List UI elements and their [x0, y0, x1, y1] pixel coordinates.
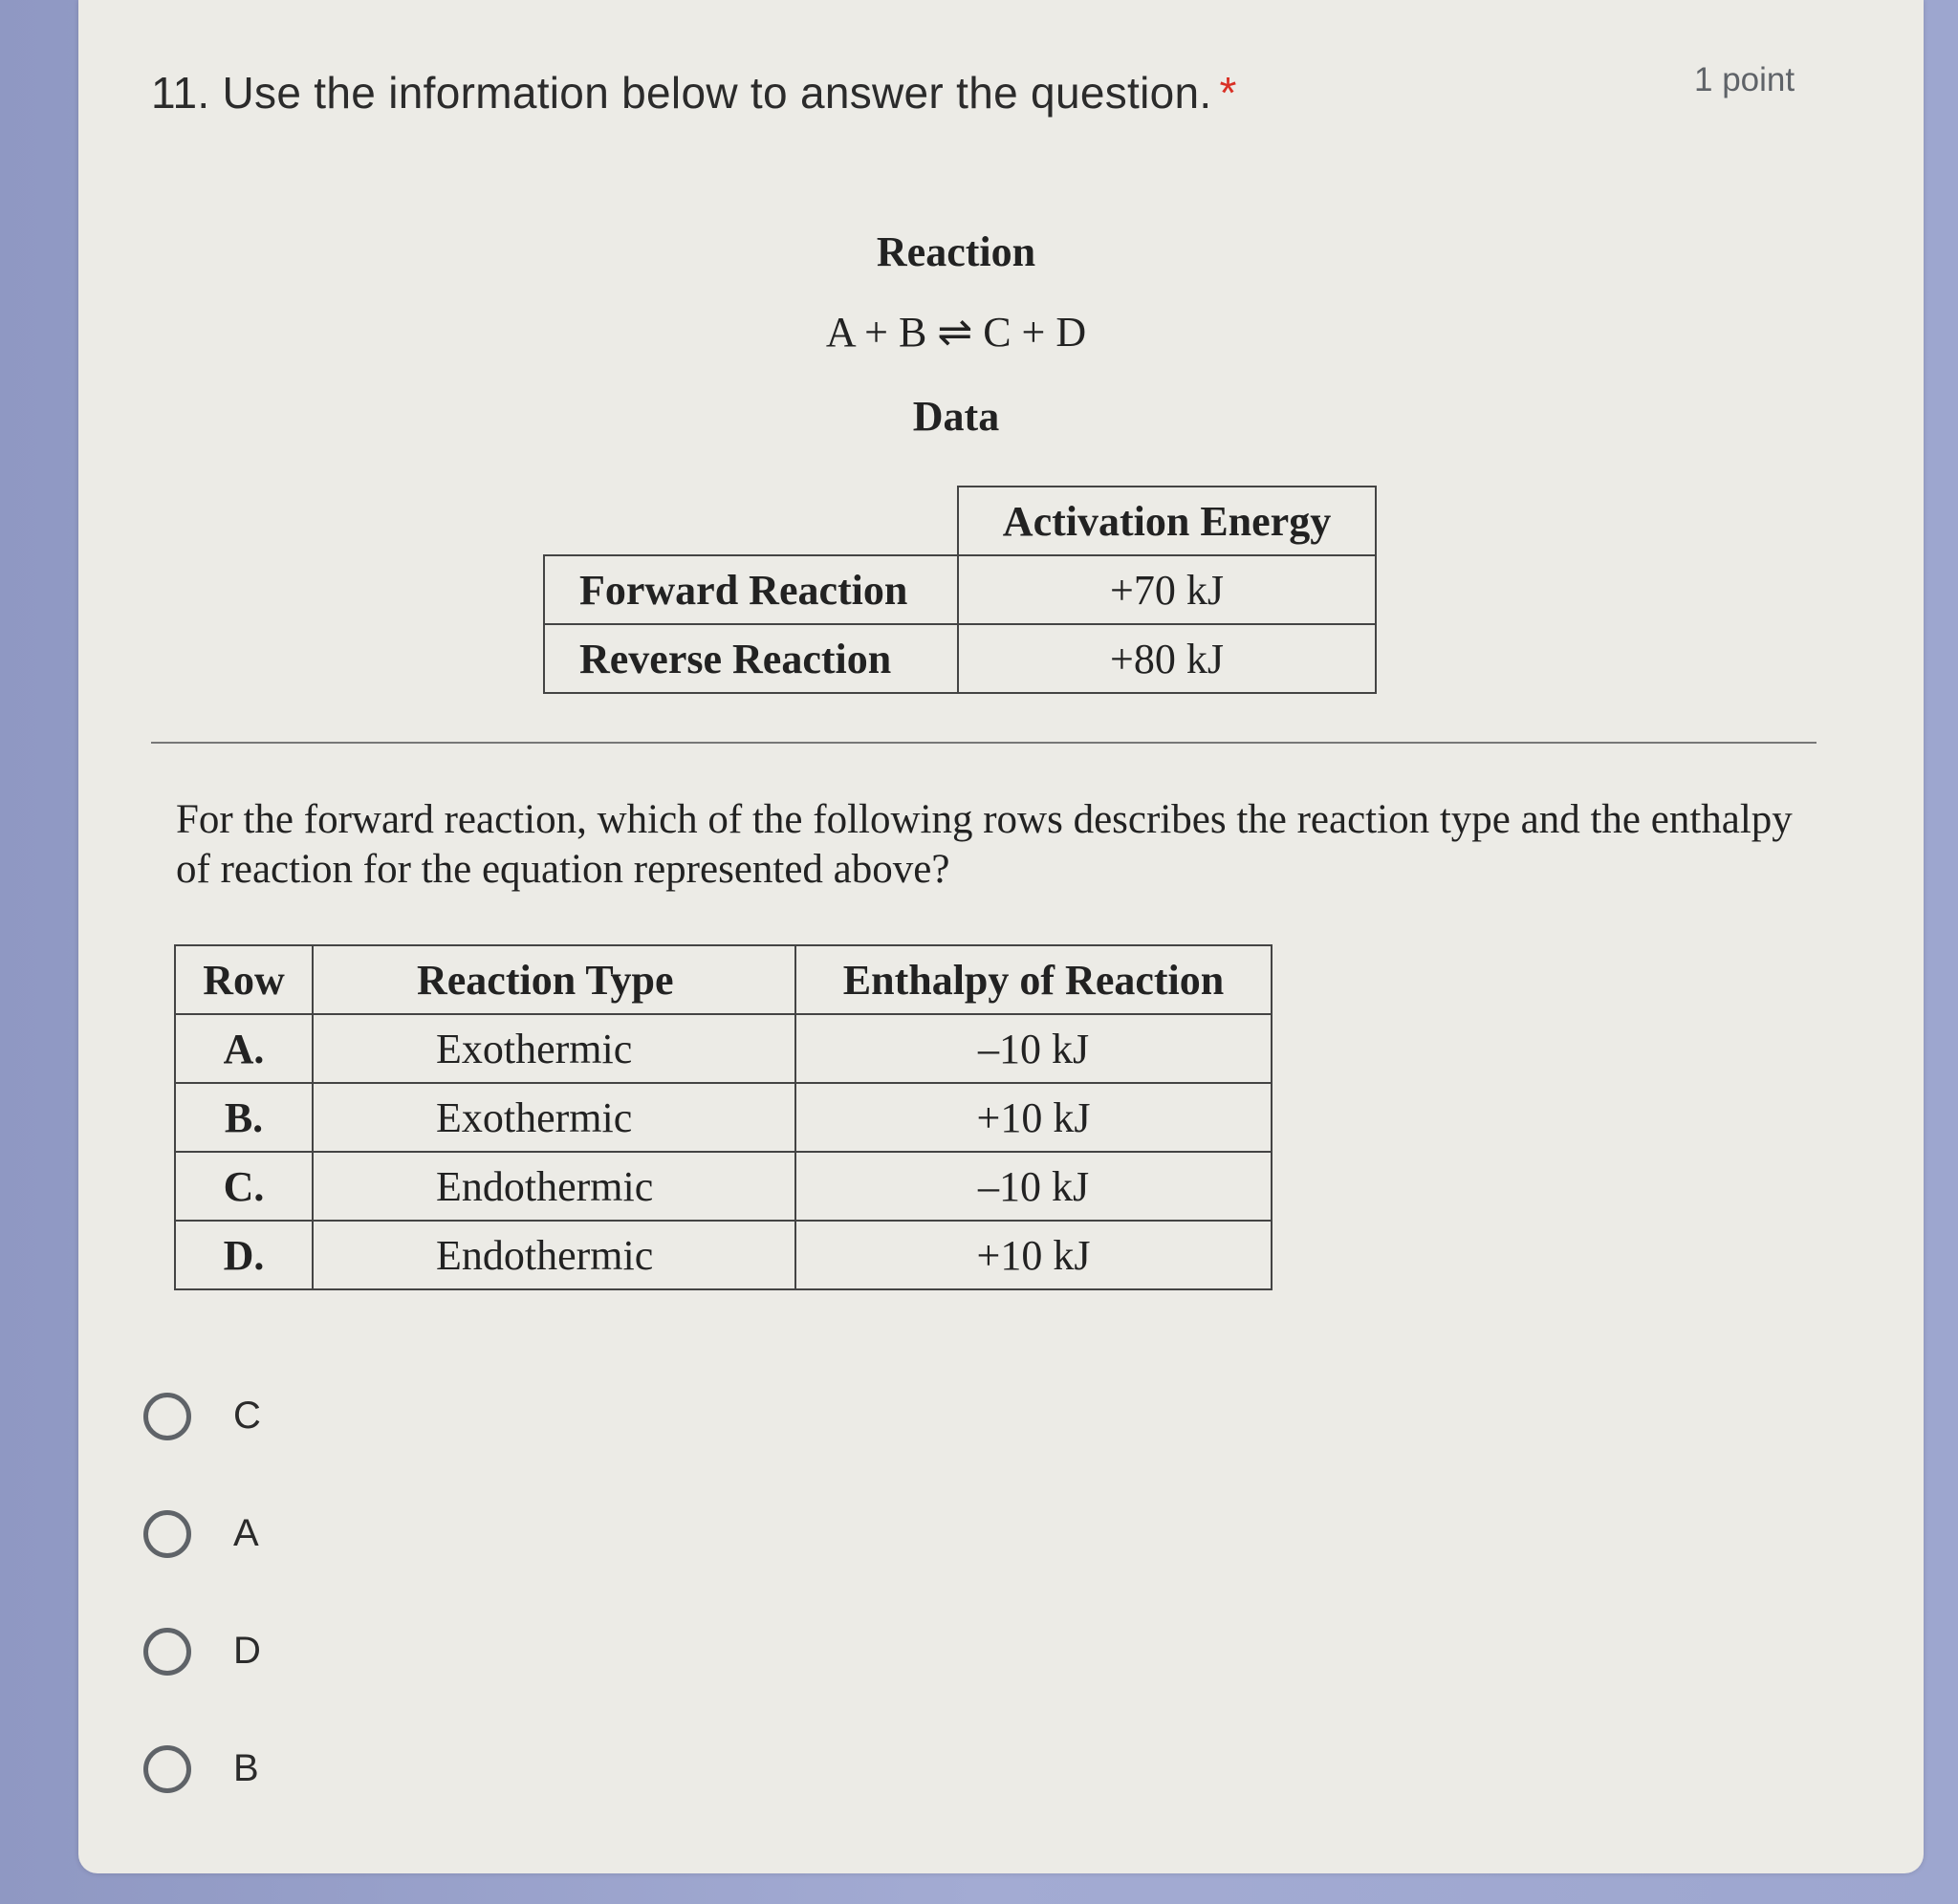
question-prompt: For the forward reaction, which of the following rows describes the reaction type and the enthalpy of reaction for the equation represented above?: [176, 797, 1793, 892]
radio-button[interactable]: [143, 1510, 191, 1558]
row-label: Reverse Reaction: [544, 624, 958, 693]
reaction-type-cell: Exothermic: [313, 1083, 795, 1152]
enthalpy-cell: +10 kJ: [795, 1221, 1272, 1289]
reaction-equation: A + B ⇌ C + D: [825, 309, 1087, 356]
section-divider: [151, 742, 1817, 744]
option-b[interactable]: [143, 1710, 261, 1828]
points-label: 1 point: [1694, 61, 1795, 98]
reaction-heading: Reaction: [876, 228, 1036, 275]
table-row: [544, 624, 1376, 693]
row-value: +70 kJ: [958, 555, 1376, 624]
answer-rows-table: [174, 944, 1273, 1290]
question-text: 11. Use the information below to answer the question.: [151, 68, 1212, 118]
row-letter: A.: [175, 1014, 313, 1083]
reaction-type-cell: Exothermic: [313, 1014, 795, 1083]
row-label: Forward Reaction: [544, 555, 958, 624]
table-header-row: [175, 945, 1272, 1014]
header-reaction-type: Reaction Type: [313, 945, 795, 1014]
row-letter: B.: [175, 1083, 313, 1152]
table-row: [175, 1152, 1272, 1221]
header-row: Row: [175, 945, 313, 1014]
table-row: [175, 1083, 1272, 1152]
radio-button[interactable]: [143, 1628, 191, 1676]
option-label: D: [233, 1630, 261, 1672]
table-row: [175, 1014, 1272, 1083]
reaction-type-cell: Endothermic: [313, 1152, 795, 1221]
option-d[interactable]: [143, 1592, 261, 1710]
option-a[interactable]: [143, 1475, 261, 1592]
row-value: +80 kJ: [958, 624, 1376, 693]
question-title: [151, 67, 1237, 119]
enthalpy-cell: –10 kJ: [795, 1152, 1272, 1221]
enthalpy-cell: +10 kJ: [795, 1083, 1272, 1152]
option-label: C: [233, 1395, 261, 1437]
activation-energy-table: [543, 486, 1377, 694]
table-row: [175, 1221, 1272, 1289]
reaction-type-cell: Endothermic: [313, 1221, 795, 1289]
option-label: B: [233, 1747, 259, 1789]
required-marker: *: [1219, 68, 1237, 118]
option-label: A: [233, 1512, 259, 1554]
enthalpy-cell: –10 kJ: [795, 1014, 1272, 1083]
activation-energy-header: Activation Energy: [958, 487, 1376, 555]
table-header-row: [544, 487, 1376, 555]
table-row: [544, 555, 1376, 624]
row-letter: D.: [175, 1221, 313, 1289]
question-card: [78, 0, 1924, 1873]
answer-options: [143, 1357, 261, 1828]
empty-corner-cell: [544, 487, 958, 555]
radio-button[interactable]: [143, 1393, 191, 1440]
row-letter: C.: [175, 1152, 313, 1221]
data-heading: Data: [912, 393, 1000, 440]
radio-button[interactable]: [143, 1745, 191, 1793]
header-enthalpy: Enthalpy of Reaction: [795, 945, 1272, 1014]
option-c[interactable]: [143, 1357, 261, 1475]
